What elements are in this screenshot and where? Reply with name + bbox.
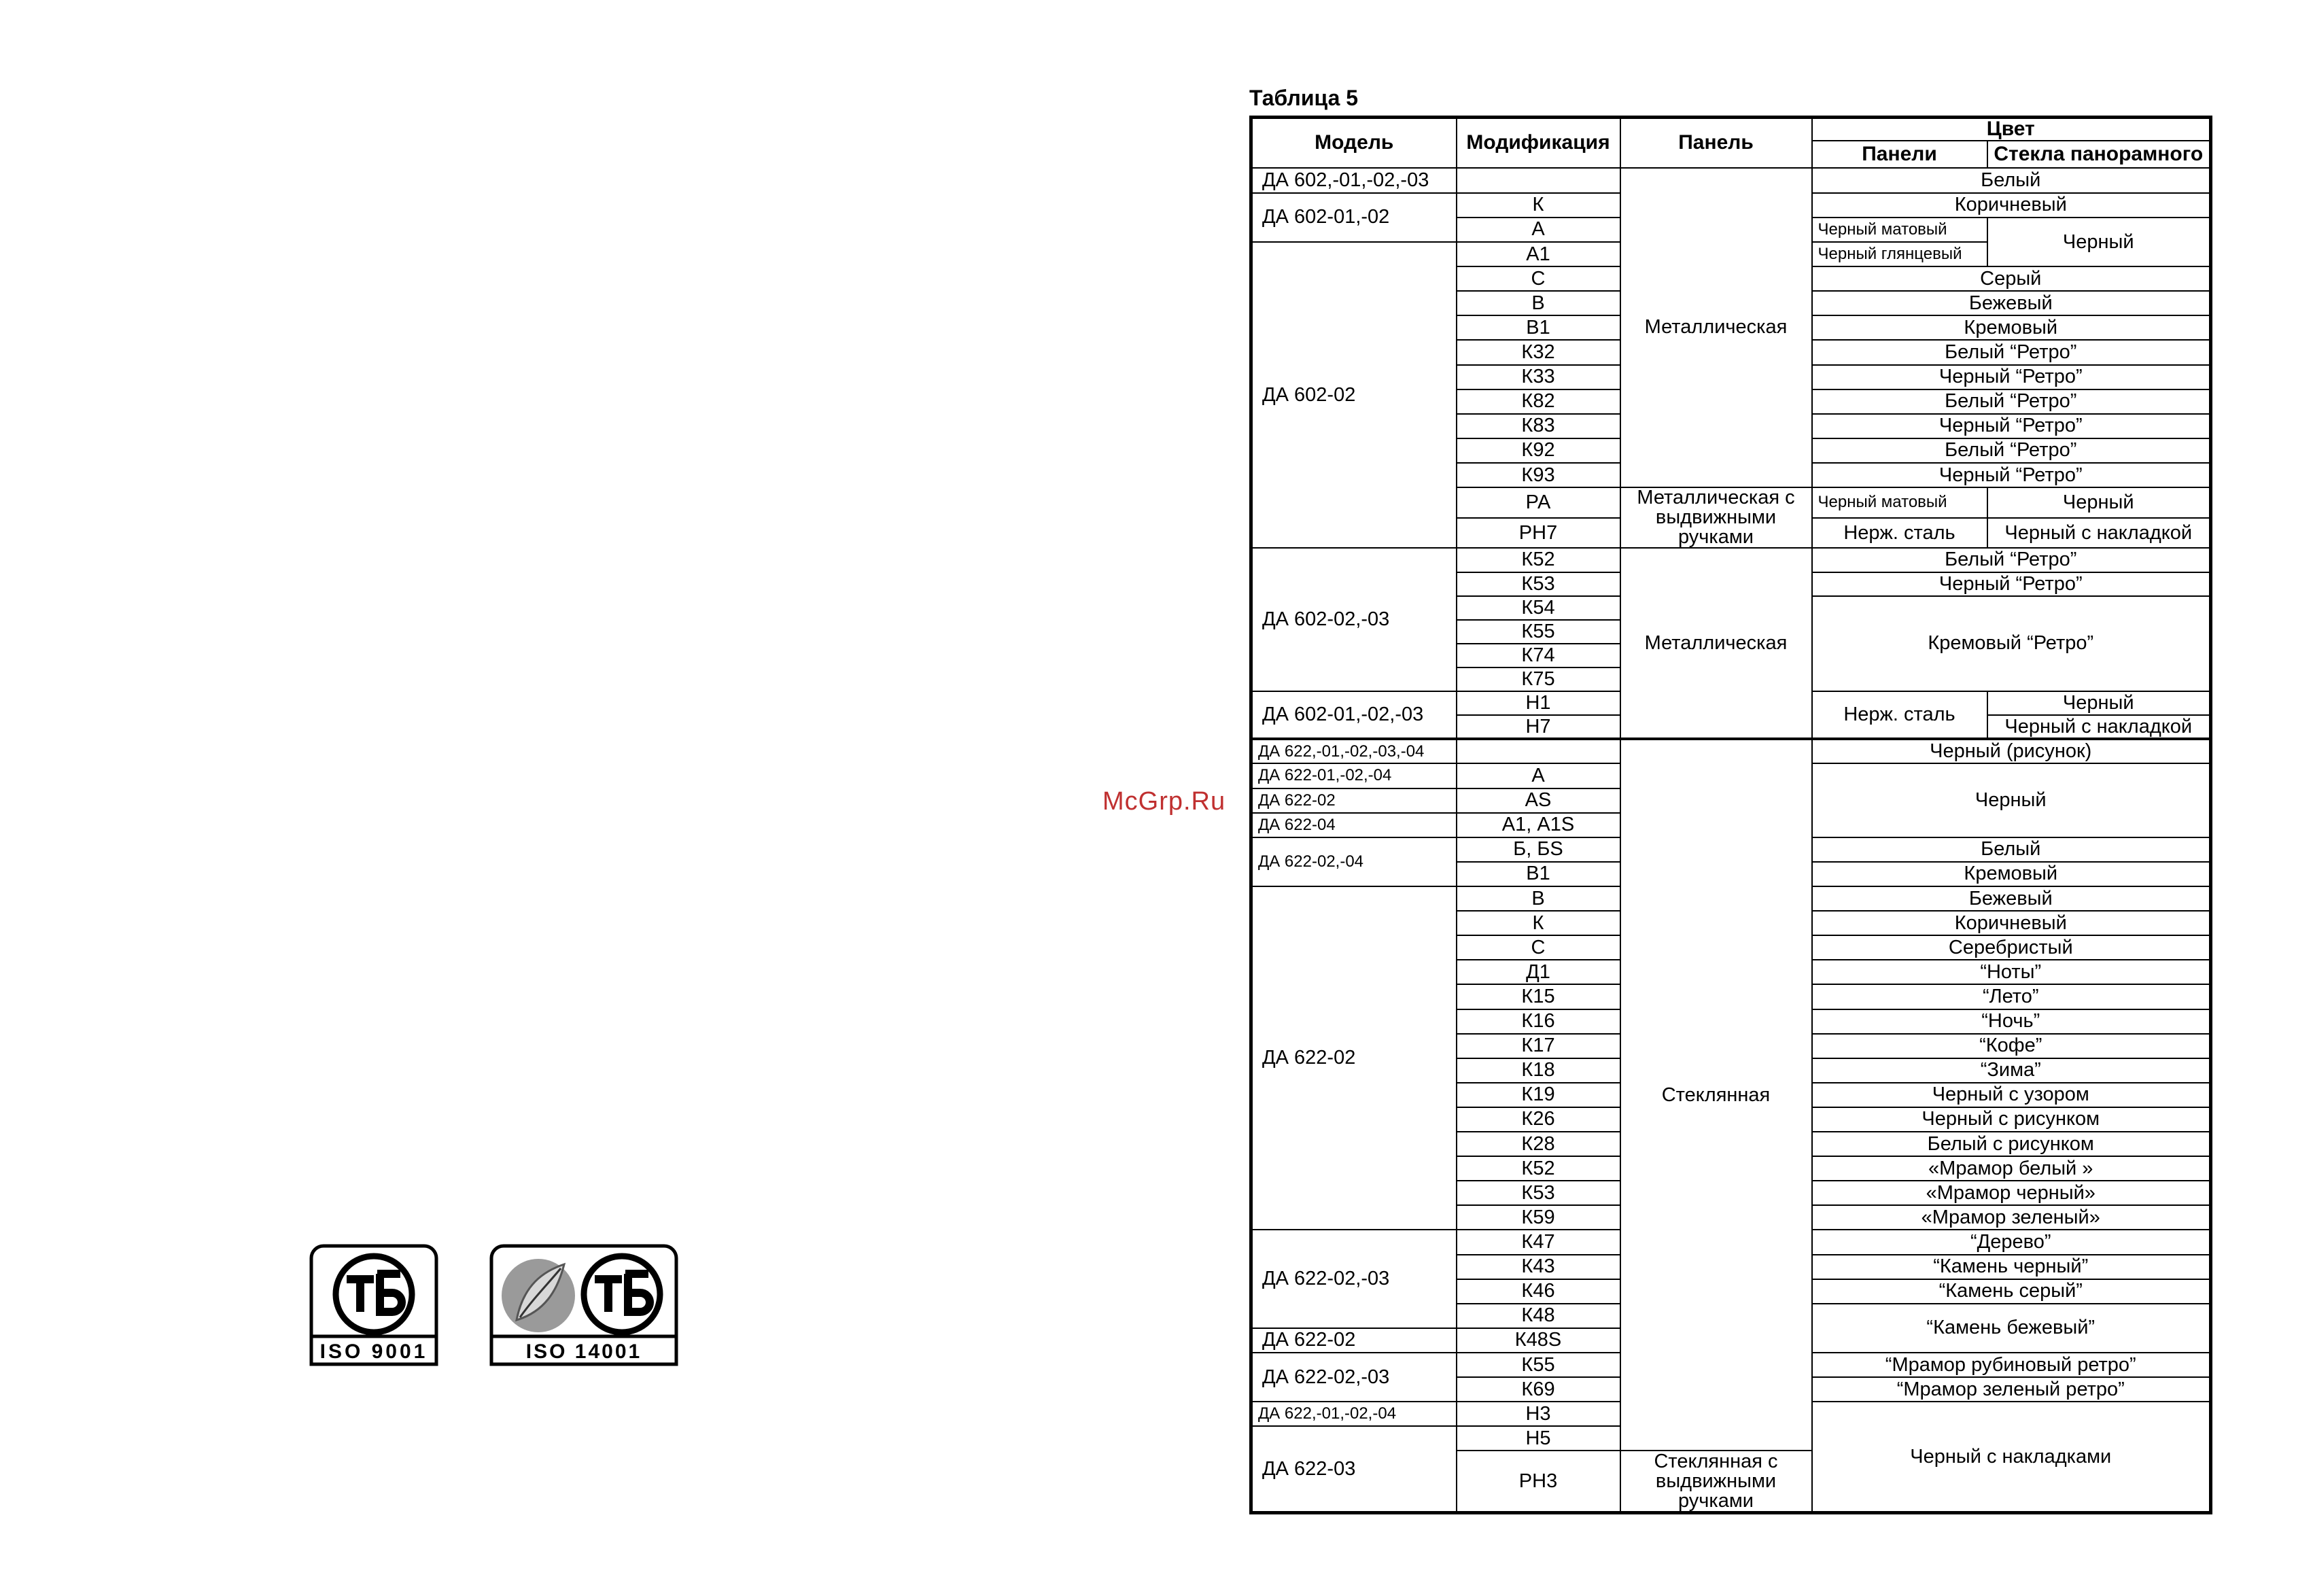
color-cell: Бежевый xyxy=(1812,291,2211,315)
watermark: McGrp.Ru xyxy=(1102,787,1226,816)
model-cell: ДА 602-01,-02,-03 xyxy=(1251,691,1457,739)
color-cell: Серый xyxy=(1812,266,2211,291)
mod-cell: А1 xyxy=(1457,242,1620,266)
mod-cell: РН7 xyxy=(1457,518,1620,549)
header-color-glass: Стекла панорамного xyxy=(1987,141,2211,168)
color-cell: Черный xyxy=(1987,218,2211,266)
mod-cell: К93 xyxy=(1457,463,1620,487)
model-cell: ДА 622-01,-02,-04 xyxy=(1251,763,1457,788)
model-cell: ДА 622-02 xyxy=(1251,788,1457,813)
color-cell: Черный глянцевый xyxy=(1812,242,1987,266)
color-cell: Черный “Ретро” xyxy=(1812,463,2211,487)
panel-cell: Стеклянная xyxy=(1620,739,1812,1451)
mod-cell: С xyxy=(1457,266,1620,291)
color-cell: Кремовый xyxy=(1812,315,2211,340)
color-cell: “Камень черный” xyxy=(1812,1255,2211,1279)
color-cell: “Мрамор рубиновый ретро” xyxy=(1812,1353,2211,1377)
mod-cell: К83 xyxy=(1457,414,1620,438)
panel-cell: Металлическая с выдвижными ручками xyxy=(1620,487,1812,548)
mod-cell: К75 xyxy=(1457,667,1620,691)
mod-cell xyxy=(1457,739,1620,763)
mod-cell: Н7 xyxy=(1457,715,1620,739)
iso-14001-logo xyxy=(489,1244,678,1366)
model-cell: ДА 622-03 xyxy=(1251,1426,1457,1512)
mod-cell: К43 xyxy=(1457,1255,1620,1279)
mod-cell: РН3 xyxy=(1457,1451,1620,1512)
mod-cell: К32 xyxy=(1457,340,1620,364)
mod-cell: К55 xyxy=(1457,620,1620,644)
mod-cell: К55 xyxy=(1457,1353,1620,1377)
mod-cell: В1 xyxy=(1457,862,1620,886)
model-cell: ДА 622-02,-03 xyxy=(1251,1230,1457,1328)
mod-cell: К48S xyxy=(1457,1328,1620,1353)
mod-cell: Б, БS xyxy=(1457,837,1620,862)
panel-cell: Металлическая xyxy=(1620,168,1812,487)
mod-cell: Н3 xyxy=(1457,1402,1620,1426)
color-cell: “Камень серый” xyxy=(1812,1279,2211,1304)
color-cell: Белый xyxy=(1812,168,2211,193)
mod-cell: РА xyxy=(1457,487,1620,518)
color-cell: Белый “Ретро” xyxy=(1812,340,2211,364)
color-cell: Черный (рисунок) xyxy=(1812,739,2211,763)
iso-9001-text: ISO 9001 xyxy=(319,1340,428,1363)
mod-cell: АS xyxy=(1457,788,1620,813)
model-cell: ДА 602-02,-03 xyxy=(1251,548,1457,691)
mod-cell: А1, А1S xyxy=(1457,813,1620,837)
color-cell: “Мрамор зеленый ретро” xyxy=(1812,1377,2211,1402)
color-cell: Кремовый “Ретро” xyxy=(1812,596,2211,691)
mod-cell: К46 xyxy=(1457,1279,1620,1304)
mod-cell: К33 xyxy=(1457,365,1620,389)
mod-cell: К47 xyxy=(1457,1230,1620,1254)
color-cell: Бежевый xyxy=(1812,886,2211,911)
model-cell: ДА 622-02,-04 xyxy=(1251,837,1457,886)
color-cell: Черный “Ретро” xyxy=(1812,365,2211,389)
color-cell: “Лето” xyxy=(1812,984,2211,1009)
header-model: Модель xyxy=(1251,118,1457,168)
color-cell: Черный с накладками xyxy=(1812,1402,2211,1512)
model-cell: ДА 602-02 xyxy=(1251,242,1457,548)
color-cell: Черный с рисунком xyxy=(1812,1107,2211,1132)
mod-cell xyxy=(1457,168,1620,193)
color-cell: Белый “Ретро” xyxy=(1812,548,2211,572)
mod-cell: К52 xyxy=(1457,548,1620,572)
color-cell: Черный “Ретро” xyxy=(1812,414,2211,438)
model-cell: ДА 622-02 xyxy=(1251,886,1457,1230)
mod-cell: Н1 xyxy=(1457,691,1620,715)
color-cell: Черный xyxy=(1812,763,2211,837)
iso-9001-logo xyxy=(309,1244,438,1366)
color-cell: Черный с накладкой xyxy=(1987,518,2211,549)
color-cell: “Ночь” xyxy=(1812,1009,2211,1034)
color-cell: Белый с рисунком xyxy=(1812,1132,2211,1156)
color-cell: “Ноты” xyxy=(1812,960,2211,984)
mod-cell: В xyxy=(1457,886,1620,911)
mod-cell: К26 xyxy=(1457,1107,1620,1132)
color-cell: «Мрамор черный» xyxy=(1812,1181,2211,1205)
mod-cell: К28 xyxy=(1457,1132,1620,1156)
model-cell: ДА 602,-01,-02,-03 xyxy=(1251,168,1457,193)
header-panel: Панель xyxy=(1620,118,1812,168)
mod-cell: К xyxy=(1457,911,1620,935)
color-cell: “Камень бежевый” xyxy=(1812,1304,2211,1353)
color-cell: Коричневый xyxy=(1812,193,2211,218)
header-modification: Модификация xyxy=(1457,118,1620,168)
panel-cell: Металлическая xyxy=(1620,548,1812,739)
color-cell: Коричневый xyxy=(1812,911,2211,935)
color-cell: Белый “Ретро” xyxy=(1812,389,2211,414)
model-cell: ДА 622-02 xyxy=(1251,1328,1457,1353)
mod-cell: К54 xyxy=(1457,596,1620,620)
color-cell: Черный с узором xyxy=(1812,1083,2211,1107)
mod-cell: К48 xyxy=(1457,1304,1620,1328)
mod-cell: К15 xyxy=(1457,984,1620,1009)
mod-cell: К16 xyxy=(1457,1009,1620,1034)
model-cell: ДА 622-02,-03 xyxy=(1251,1353,1457,1402)
header-color-panel: Панели xyxy=(1812,141,1987,168)
mod-cell: К18 xyxy=(1457,1058,1620,1083)
color-cell: Черный матовый xyxy=(1812,487,1987,518)
mod-cell: К53 xyxy=(1457,1181,1620,1205)
model-cell: ДА 622,-01,-02,-04 xyxy=(1251,1402,1457,1426)
color-cell: Нерж. сталь xyxy=(1812,518,1987,549)
color-cell: Белый “Ретро” xyxy=(1812,438,2211,463)
color-cell: Серебристый xyxy=(1812,935,2211,960)
color-cell: “Дерево” xyxy=(1812,1230,2211,1254)
mod-cell: К17 xyxy=(1457,1034,1620,1058)
mod-cell: К53 xyxy=(1457,572,1620,596)
mod-cell: Н5 xyxy=(1457,1426,1620,1451)
mod-cell: А xyxy=(1457,218,1620,242)
model-cell: ДА 602-01,-02 xyxy=(1251,193,1457,242)
mod-cell: А xyxy=(1457,763,1620,788)
color-cell: “Кофе” xyxy=(1812,1034,2211,1058)
color-cell: Черный матовый xyxy=(1812,218,1987,242)
page-title: Таблица 5 xyxy=(1249,86,1359,110)
color-cell: Кремовый xyxy=(1812,862,2211,886)
panel-cell: Стеклянная с выдвижными ручками xyxy=(1620,1451,1812,1512)
color-cell: Белый xyxy=(1812,837,2211,862)
spec-table xyxy=(1249,116,2212,1514)
mod-cell: С xyxy=(1457,935,1620,960)
mod-cell: К92 xyxy=(1457,438,1620,463)
mod-cell: К69 xyxy=(1457,1377,1620,1402)
mod-cell: К xyxy=(1457,193,1620,218)
mod-cell: К52 xyxy=(1457,1156,1620,1181)
color-cell: Черный xyxy=(1987,691,2211,715)
mod-cell: К19 xyxy=(1457,1083,1620,1107)
color-cell: Черный “Ретро” xyxy=(1812,572,2211,596)
model-cell: ДА 622,-01,-02,-03,-04 xyxy=(1251,739,1457,763)
color-cell: “Зима” xyxy=(1812,1058,2211,1083)
color-cell: «Мрамор зеленый» xyxy=(1812,1205,2211,1230)
header-color: Цвет xyxy=(1812,118,2211,141)
color-cell: Нерж. сталь xyxy=(1812,691,1987,739)
color-cell: «Мрамор белый » xyxy=(1812,1156,2211,1181)
mod-cell: В1 xyxy=(1457,315,1620,340)
mod-cell: К74 xyxy=(1457,644,1620,667)
color-cell: Черный с накладкой xyxy=(1987,715,2211,739)
color-cell: Черный xyxy=(1987,487,2211,518)
iso-14001-text: ISO 14001 xyxy=(525,1340,642,1363)
mod-cell: В xyxy=(1457,291,1620,315)
mod-cell: К59 xyxy=(1457,1205,1620,1230)
mod-cell: Д1 xyxy=(1457,960,1620,984)
model-cell: ДА 622-04 xyxy=(1251,813,1457,837)
mod-cell: К82 xyxy=(1457,389,1620,414)
